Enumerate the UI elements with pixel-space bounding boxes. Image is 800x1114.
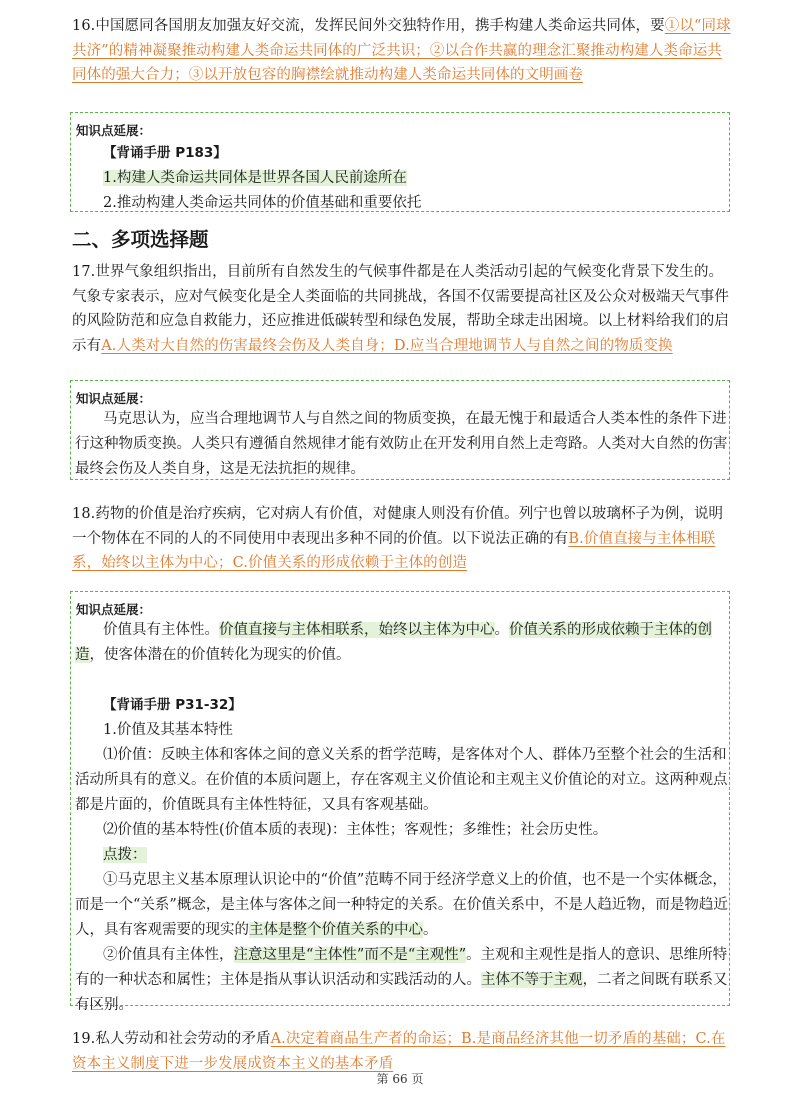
question-19-text: 19.私人劳动和社会劳动的矛盾 (72, 1031, 271, 1047)
question-16-text: 16.中国愿同各国朋友加强友好交流，发挥民间外交独特作用，携手构建人类命运共同体，要 (72, 18, 665, 34)
knowledge-text: 价值具有主体性。价值直接与主体相联系，始终以主体为中心。价值关系的形成依赖于主体的创造，使客体潜在的价值转化为现实的价值。 (75, 622, 712, 663)
knowledge-text: ⑵价值的基本特性(价值本质的表现)：主体性；客观性；多维性；社会历史性。 (103, 822, 608, 838)
page-number: 第 66 页 (376, 1072, 424, 1086)
knowledge-box-title: 知识点延展： (76, 602, 152, 617)
question-18-answer: B.价值直接与主体相联系，始终以主体为中心；C.价值关系的形成依赖于主体的创造 (72, 530, 716, 571)
knowledge-point: 2.推动构建人类命运共同体的价值基础和重要依托 (103, 195, 422, 211)
section-heading: 二、多项选择题 (72, 228, 209, 251)
highlighted-point: 主体是整个价值关系的中心 (249, 922, 423, 938)
highlighted-point: 价值关系的形成依赖于主体的创造 (75, 622, 712, 663)
knowledge-box-title: 知识点延展： (76, 391, 152, 406)
tip-label: 点拨： (103, 847, 147, 863)
knowledge-box-title: 知识点延展： (76, 123, 152, 138)
highlighted-point: 1.构建人类命运共同体是世界各国人民前途所在 (103, 170, 407, 186)
question-16 (72, 14, 732, 88)
highlighted-point: 注意这里是“主体性”而不是“主观性” (233, 947, 467, 963)
knowledge-subheading: 1.价值及其基本特性 (103, 722, 233, 738)
knowledge-text: ②价值具有主体性，注意这里是“主体性”而不是“主观性”。主观和主观性是指人的意识、思维所特有的一种状态和属性；主体是指从事认识活动和实践活动的人。主体不等于主观，二者之间既有联系又有区别。 (75, 947, 728, 1013)
knowledge-text: ⑴价值：反映主体和客体之间的意义关系的哲学范畴，是客体对个人、群体乃至整个社会的生活和活动所具有的意义。在价值的本质问题上，存在客观主义价值论和主观主义价值论的对立。这两种观点都是片面的，价值既具有主体性特征，又具有客观基础。 (75, 747, 728, 813)
question-18-text: 18.药物的价值是治疗疾病，它对病人有价值，对健康人则没有价值。列宁也曾以玻璃杯子为例，说明一个物体在不同的人的不同使用中表现出多种不同的价值。以下说法正确的有 (72, 506, 724, 547)
manual-reference: 【背诵手册 P183】 (103, 145, 227, 161)
knowledge-box-2 (70, 380, 730, 480)
knowledge-box-3 (70, 591, 730, 1013)
knowledge-text: ①马克思主义基本原理认识论中的“价值”范畴不同于经济学意义上的价值，也不是一个实体概念，而是一个“关系”概念，是主体与客体之间一种特定的关系。在价值关系中，不是人趋近物，而是物趋近人，具有客观需要的现实的主体是整个价值关系的中心。 (75, 872, 728, 938)
question-17-text: 17.世界气象组织指出，目前所有自然发生的气候事件都是在人类活动引起的气候变化背景下发生的。气象专家表示，应对气候变化是全人类面临的共同挑战，各国不仅需要提高社区及公众对极端天气事件的风险防范和应急自救能力，还应推进低碳转型和绿色发展，帮助全球走出困境。以上材料给我们的启示有 (72, 264, 729, 354)
question-19 (72, 1027, 732, 1076)
question-19-answer: A.决定着商品生产者的命运；B.是商品经济其他一切矛盾的基础；C.在资本主义制度下进一步发展成资本主义的基本矛盾 (72, 1031, 726, 1072)
manual-reference: 【背诵手册 P31-32】 (103, 697, 242, 713)
knowledge-box-1 (70, 112, 730, 212)
knowledge-text: 马克思认为，应当合理地调节人与自然之间的物质变换，在最无愧于和最适合人类本性的条件下进行这种物质变换。人类只有遵循自然规律才能有效防止在开发利用自然上走弯路。人类对大自然的伤害最终会伤及人类自身，这是无法抗拒的规律。 (75, 411, 728, 477)
question-16-answer: ①以“同球共济”的精神凝聚推动构建人类命运共同体的广泛共识；②以合作共赢的理念汇聚推动构建人类命运共同体的强大合力；③以开放包容的胸襟绘就推动构建人类命运共同体的文明画卷 (72, 18, 731, 83)
question-17-answer: A.人类对大自然的伤害最终会伤及人类自身；D.应当合理地调节人与自然之间的物质变换 (101, 337, 673, 354)
highlighted-point: 价值直接与主体相联系，始终以主体为中心 (219, 622, 495, 638)
question-18 (72, 502, 732, 576)
question-17 (72, 260, 732, 358)
highlighted-point: 主体不等于主观 (481, 972, 583, 988)
